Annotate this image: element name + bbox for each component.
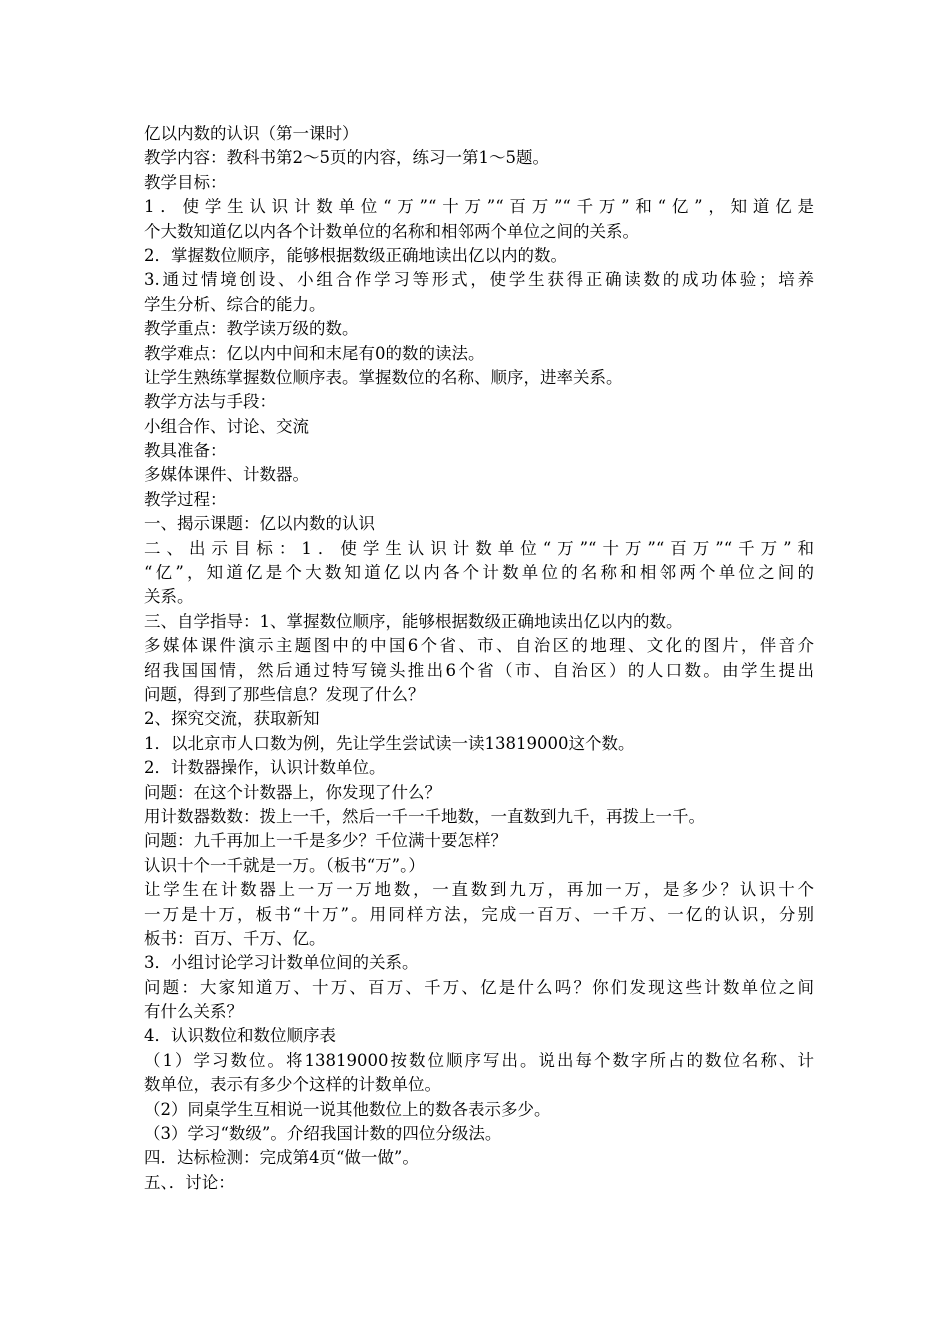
text-line: 多媒体课件演示主题图中的中国6个省、市、自治区的地理、文化的图片，伴音介 bbox=[144, 636, 814, 656]
text-line: 教学方法与手段： bbox=[144, 392, 276, 412]
text-line: 3．小组讨论学习计数单位间的关系。 bbox=[144, 953, 419, 973]
text-line: 让学生在计数器上一万一万地数，一直数到九万，再加一万，是多少？认识十个 bbox=[144, 880, 814, 900]
text-line: 一、揭示课题：亿以内数的认识 bbox=[144, 514, 375, 534]
text-line: 关系。 bbox=[144, 587, 194, 607]
text-line: 2、探究交流，获取新知 bbox=[144, 709, 320, 729]
text-line: 认识十个一千就是一万。（板书“万”。） bbox=[144, 855, 425, 875]
text-line: 4．认识数位和数位顺序表 bbox=[144, 1026, 336, 1046]
text-line: 2．计数器操作，认识计数单位。 bbox=[144, 758, 386, 778]
text-line: 教学目标： bbox=[144, 172, 227, 192]
text-line: 教具准备： bbox=[144, 441, 227, 461]
text-line: 个大数知道亿以内各个计数单位的名称和相邻两个单位之间的关系。 bbox=[144, 221, 639, 241]
text-line: 问题：大家知道万、十万、百万、千万、亿是什么吗？你们发现这些计数单位之间 bbox=[144, 977, 814, 997]
text-line: 教学内容：教科书第2～5页的内容，练习一第1～5题。 bbox=[144, 148, 549, 168]
text-line: 多媒体课件、计数器。 bbox=[144, 465, 309, 485]
text-line: 让学生熟练掌握数位顺序表。掌握数位的名称、顺序，进率关系。 bbox=[144, 367, 623, 387]
text-line: 四．达标检测：完成第4页“做一做”。 bbox=[144, 1148, 419, 1168]
text-line: 1．使学生认识计数单位“万”“十万”“百万”“千万”和“亿”，知道亿是 bbox=[144, 197, 814, 217]
text-line: 用计数器数数：拨上一千，然后一千一千地数，一直数到九千，再拨上一千。 bbox=[144, 806, 705, 826]
text-line: （3）学习“数级”。介绍我国计数的四位分级法。 bbox=[144, 1124, 502, 1144]
text-line: 数单位，表示有多少个这样的计数单位。 bbox=[144, 1075, 441, 1095]
text-line: （1）学习数位。将13819000按数位顺序写出。说出每个数字所占的数位名称、计 bbox=[144, 1050, 814, 1070]
text-line: 问题：九千再加上一千是多少？千位满十要怎样？ bbox=[144, 831, 507, 851]
text-line: 学生分析、综合的能力。 bbox=[144, 294, 326, 314]
text-line: 教学难点：亿以内中间和末尾有0的数的读法。 bbox=[144, 343, 485, 363]
text-line: 二、出示目标：1．使学生认识计数单位“万”“十万”“百万”“千万”和 bbox=[144, 538, 814, 558]
text-line: 教学过程： bbox=[144, 489, 227, 509]
text-line: 板书：百万、千万、亿。 bbox=[144, 928, 326, 948]
text-line: 五、．讨论： bbox=[144, 1172, 235, 1192]
text-line: 小组合作、讨论、交流 bbox=[144, 416, 309, 436]
text-line: “亿”，知道亿是个大数知道亿以内各个计数单位的名称和相邻两个单位之间的 bbox=[144, 563, 814, 583]
text-line: 一万是十万，板书“十万”。用同样方法，完成一百万、一千万、一亿的认识，分别 bbox=[144, 904, 814, 924]
text-line: 有什么关系？ bbox=[144, 1002, 243, 1022]
text-line: 1．以北京市人口数为例，先让学生尝试读一读13819000这个数。 bbox=[144, 733, 635, 753]
text-line: 2．掌握数位顺序，能够根据数级正确地读出亿以内的数。 bbox=[144, 245, 567, 265]
text-line: 教学重点：教学读万级的数。 bbox=[144, 319, 359, 339]
lesson-plan-text bbox=[144, 122, 814, 1195]
text-line: 问题：在这个计数器上，你发现了什么？ bbox=[144, 782, 441, 802]
text-line: 绍我国国情，然后通过特写镜头推出6个省（市、自治区）的人口数。由学生提出 bbox=[144, 660, 814, 680]
text-line: 问题，得到了那些信息？发现了什么？ bbox=[144, 684, 425, 704]
text-line: （2）同桌学生互相说一说其他数位上的数各表示多少。 bbox=[144, 1099, 551, 1119]
text-line: 3.通过情境创设、小组合作学习等形式，使学生获得正确读数的成功体验；培养 bbox=[144, 270, 814, 290]
text-line: 亿以内数的认识（第一课时） bbox=[144, 124, 359, 143]
text-line: 三、自学指导：1、掌握数位顺序，能够根据数级正确地读出亿以内的数。 bbox=[144, 611, 683, 631]
